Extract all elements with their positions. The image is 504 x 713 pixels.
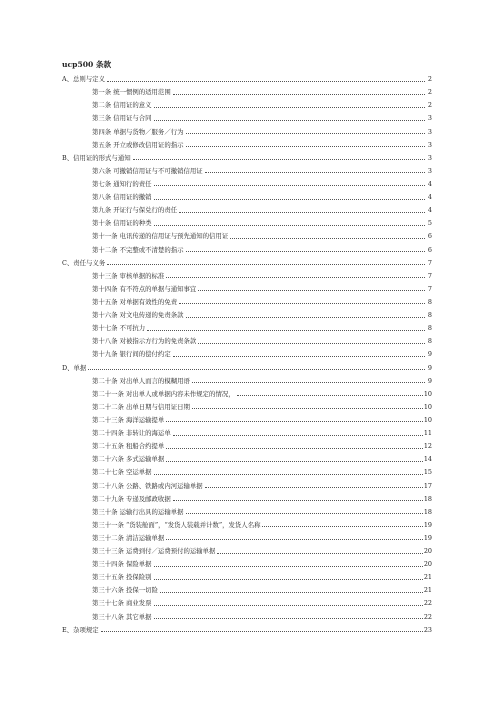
toc-entry[interactable] xyxy=(62,490,432,503)
toc-entry[interactable] xyxy=(62,542,432,555)
toc-entry[interactable] xyxy=(62,463,432,476)
toc-entry-page-number: 8 xyxy=(427,297,432,306)
toc-entry[interactable] xyxy=(62,555,432,568)
toc-entry[interactable] xyxy=(62,96,432,109)
toc-entry-page-number: 11 xyxy=(423,429,432,438)
toc-dot-leader xyxy=(186,132,426,134)
toc-entry[interactable] xyxy=(62,581,432,594)
toc-dot-leader xyxy=(166,460,423,462)
toc-entry-label: E、杂项规定 xyxy=(62,625,99,634)
toc-entry-page-number: 3 xyxy=(427,166,432,175)
toc-entry-page-number: 9 xyxy=(427,376,432,385)
toc-entry[interactable] xyxy=(62,136,432,149)
toc-entry-label: 第十五条 对单据有效性的免责 xyxy=(92,297,178,306)
toc-entry[interactable] xyxy=(62,227,432,240)
toc-dot-leader xyxy=(192,407,423,409)
toc-entry[interactable] xyxy=(62,162,432,175)
toc-section-entry[interactable] xyxy=(62,70,432,83)
toc-entry[interactable] xyxy=(62,437,432,450)
toc-dot-leader xyxy=(154,604,423,606)
toc-dot-leader xyxy=(186,145,426,147)
toc-entry-label: 第一条 统一惯例的适用范围 xyxy=(92,88,171,97)
toc-entry-label: 第八条 信用证的撤销 xyxy=(92,193,152,202)
toc-entry-label: 第二条 信用证的意义 xyxy=(92,101,152,110)
toc-entry-page-number: 3 xyxy=(427,140,432,149)
toc-entry[interactable] xyxy=(62,398,432,411)
toc-dot-leader xyxy=(173,499,423,501)
toc-entry-label: 第三十七条 商业发票 xyxy=(92,599,152,608)
toc-entry-page-number: 3 xyxy=(427,127,432,136)
toc-entry-label: 第十条 信用证的种类 xyxy=(92,219,152,228)
toc-entry[interactable] xyxy=(62,450,432,463)
toc-entry-page-number: 9 xyxy=(427,350,432,359)
toc-entry[interactable] xyxy=(62,122,432,135)
toc-entry-label: 第三十条 运输行出具的运输单据 xyxy=(92,507,184,516)
toc-entry-page-number: 3 xyxy=(427,114,432,123)
toc-dot-leader xyxy=(154,224,425,226)
toc-entry-page-number: 10 xyxy=(423,389,432,398)
toc-entry-label: 第十九条 银行间的偿付约定 xyxy=(92,350,171,359)
toc-entry-label: D、单据 xyxy=(62,363,87,372)
toc-entry-page-number: 2 xyxy=(427,101,432,110)
toc-entry-label: 第三十六条 投保一切险 xyxy=(92,586,158,595)
toc-entry-page-number: 21 xyxy=(423,586,432,595)
toc-entry-label: C、责任与义务 xyxy=(62,258,106,267)
toc-dot-leader xyxy=(101,630,423,632)
toc-entry-label: 第二十条 对出单人而言的模糊用语 xyxy=(92,376,190,385)
toc-dot-leader xyxy=(262,525,422,527)
toc-dot-leader xyxy=(154,617,423,619)
toc-entry[interactable] xyxy=(62,411,432,424)
toc-dot-leader xyxy=(230,237,425,239)
toc-entry-label: 第二十四条 非转让的海运单 xyxy=(92,429,171,438)
toc-entry-page-number: 7 xyxy=(427,271,432,280)
toc-entry-label: 第三条 信用证与合同 xyxy=(92,114,152,123)
toc-entry-page-number: 19 xyxy=(423,533,432,542)
toc-entry[interactable] xyxy=(62,385,432,398)
toc-entry-page-number: 4 xyxy=(427,206,432,215)
toc-entry[interactable] xyxy=(62,503,432,516)
toc-entry[interactable] xyxy=(62,594,432,607)
toc-entry[interactable] xyxy=(62,476,432,489)
toc-entry[interactable] xyxy=(62,529,432,542)
toc-entry-label: 第十六条 对文电传递的免责条款 xyxy=(92,311,184,320)
toc-entry[interactable] xyxy=(62,109,432,122)
toc-entry-page-number: 8 xyxy=(427,324,432,333)
toc-entry[interactable] xyxy=(62,332,432,345)
toc-dot-leader xyxy=(166,538,423,540)
toc-entry-label: A、总则与定义 xyxy=(62,75,105,84)
toc-entry-label: 第二十一条 对出单人或单据内容未作规定的情况， xyxy=(92,389,235,398)
toc-entry-page-number: 23 xyxy=(423,625,432,634)
toc-entry-label: 第二十六条 多式运输单据 xyxy=(92,455,165,464)
toc-entry-label: 第二十九条 专递及邮政收据 xyxy=(92,494,171,503)
toc-dot-leader xyxy=(237,394,423,396)
toc-dot-leader xyxy=(186,316,426,318)
toc-entry-label: 第十一条 电讯传递的信用证与预先通知的信用证 xyxy=(92,232,229,241)
toc-entry-label: 第十八条 对被指示方行为的免责条款 xyxy=(92,337,197,346)
toc-entry[interactable] xyxy=(62,306,432,319)
toc-dot-leader xyxy=(154,106,425,108)
toc-entry-label: 第三十一条 “货装舱面”，“发货人装载并计数”，发货人名称 xyxy=(92,520,261,529)
toc-entry-page-number: 12 xyxy=(423,442,432,451)
toc-entry[interactable] xyxy=(62,424,432,437)
toc-entry-page-number: 15 xyxy=(423,468,432,477)
toc-entry-page-number: 6 xyxy=(427,245,432,254)
toc-entry-label: 第十四条 有不符点的单据与通知事宜 xyxy=(92,284,197,293)
toc-entry[interactable] xyxy=(62,516,432,529)
toc-entry-label: 第二十三条 海洋运输提单 xyxy=(92,415,165,424)
toc-entry-label: 第六条 可撤销信用证与不可撤销信用证 xyxy=(92,166,203,175)
toc-entry-label: 第十三条 审核单据的标准 xyxy=(92,271,165,280)
toc-dot-leader xyxy=(205,171,425,173)
toc-entry-page-number: 3 xyxy=(427,153,432,162)
toc-entry-page-number: 18 xyxy=(423,507,432,516)
toc-entry-page-number: 10 xyxy=(423,402,432,411)
toc-entry-page-number: 2 xyxy=(427,75,432,84)
toc-dot-leader xyxy=(154,578,423,580)
toc-entry-label: B、信用证的形式与通知 xyxy=(62,153,131,162)
toc-entry[interactable] xyxy=(62,607,432,620)
toc-section-entry[interactable] xyxy=(62,149,432,162)
toc-entry-page-number: 9 xyxy=(427,363,432,372)
toc-entry-label: 第三十八条 其它单据 xyxy=(92,612,152,621)
table-of-contents xyxy=(62,70,432,634)
toc-entry-page-number: 8 xyxy=(427,311,432,320)
toc-dot-leader xyxy=(154,473,423,475)
toc-entry[interactable] xyxy=(62,240,432,253)
toc-section-entry[interactable] xyxy=(62,358,432,371)
toc-entry-page-number: 7 xyxy=(427,284,432,293)
toc-dot-leader xyxy=(205,486,423,488)
toc-entry-page-number: 5 xyxy=(427,219,432,228)
toc-entry-page-number: 7 xyxy=(427,258,432,267)
toc-entry-label: 第十七条 不可抗力 xyxy=(92,324,146,333)
toc-dot-leader xyxy=(154,198,425,200)
toc-dot-leader xyxy=(107,263,425,265)
toc-entry-label: 第四条 单据与货物／服务／行为 xyxy=(92,127,184,136)
toc-dot-leader xyxy=(217,552,422,554)
toc-entry[interactable] xyxy=(62,568,432,581)
toc-entry-page-number: 2 xyxy=(427,88,432,97)
toc-dot-leader xyxy=(192,381,425,383)
toc-entry-page-number: 20 xyxy=(423,560,432,569)
toc-entry[interactable] xyxy=(62,372,432,385)
toc-entry-label: 第二十二条 出单日期与信用证日期 xyxy=(92,402,190,411)
toc-entry[interactable] xyxy=(62,345,432,358)
toc-section-entry[interactable] xyxy=(62,621,432,634)
toc-entry[interactable] xyxy=(62,280,432,293)
toc-dot-leader xyxy=(173,355,425,357)
toc-entry[interactable] xyxy=(62,175,432,188)
toc-entry[interactable] xyxy=(62,201,432,214)
toc-dot-leader xyxy=(133,158,425,160)
toc-entry-page-number: 8 xyxy=(427,337,432,346)
toc-entry-page-number: 17 xyxy=(423,481,432,490)
toc-dot-leader xyxy=(107,80,425,82)
toc-entry-page-number: 10 xyxy=(423,415,432,424)
toc-entry[interactable] xyxy=(62,188,432,201)
toc-dot-leader xyxy=(166,447,423,449)
document-title: ucp500 条款 xyxy=(62,60,112,69)
toc-entry-label: 第十二条 不完整或不清楚的指示 xyxy=(92,245,184,254)
toc-dot-leader xyxy=(154,184,425,186)
toc-entry[interactable] xyxy=(62,267,432,280)
toc-entry-page-number: 4 xyxy=(427,179,432,188)
toc-dot-leader xyxy=(186,512,423,514)
toc-entry-page-number: 19 xyxy=(423,520,432,529)
toc-entry-label: 第二十八条 公路、铁路或内河运输单据 xyxy=(92,481,203,490)
toc-dot-leader xyxy=(160,591,423,593)
toc-dot-leader xyxy=(179,302,425,304)
toc-entry-page-number: 20 xyxy=(423,547,432,556)
toc-entry-page-number: 22 xyxy=(423,612,432,621)
toc-entry-label: 第三十二条 清洁运输单据 xyxy=(92,533,165,542)
toc-dot-leader xyxy=(154,119,425,121)
toc-dot-leader xyxy=(173,93,425,95)
toc-entry-label: 第三十三条 运费到付／运费预付的运输单据 xyxy=(92,547,216,556)
toc-entry-page-number: 18 xyxy=(423,494,432,503)
toc-entry-page-number: 4 xyxy=(427,193,432,202)
toc-entry-page-number: 21 xyxy=(423,573,432,582)
toc-entry-page-number: 6 xyxy=(427,232,432,241)
toc-entry-page-number: 14 xyxy=(423,455,432,464)
toc-section-entry[interactable] xyxy=(62,254,432,267)
toc-dot-leader xyxy=(186,250,426,252)
toc-dot-leader xyxy=(198,342,425,344)
toc-entry[interactable] xyxy=(62,293,432,306)
toc-entry[interactable] xyxy=(62,83,432,96)
toc-dot-leader xyxy=(154,565,423,567)
toc-dot-leader xyxy=(147,329,425,331)
toc-entry-label: 第二十五条 租船合约提单 xyxy=(92,442,165,451)
toc-entry-label: 第二十七条 空运单据 xyxy=(92,468,152,477)
toc-dot-leader xyxy=(179,211,425,213)
toc-entry[interactable] xyxy=(62,319,432,332)
toc-entry[interactable] xyxy=(62,214,432,227)
toc-dot-leader xyxy=(173,434,423,436)
toc-dot-leader xyxy=(166,276,425,278)
toc-dot-leader xyxy=(198,289,425,291)
toc-entry-label: 第三十四条 保险单据 xyxy=(92,560,152,569)
toc-entry-label: 第九条 开证行与保兑行的责任 xyxy=(92,206,178,215)
toc-entry-page-number: 22 xyxy=(423,599,432,608)
toc-dot-leader xyxy=(166,420,423,422)
toc-entry-label: 第五条 开立或修改信用证的指示 xyxy=(92,140,184,149)
toc-dot-leader xyxy=(88,368,425,370)
toc-entry-label: 第三十五条 投保险别 xyxy=(92,573,152,582)
toc-entry-label: 第七条 通知行的责任 xyxy=(92,179,152,188)
